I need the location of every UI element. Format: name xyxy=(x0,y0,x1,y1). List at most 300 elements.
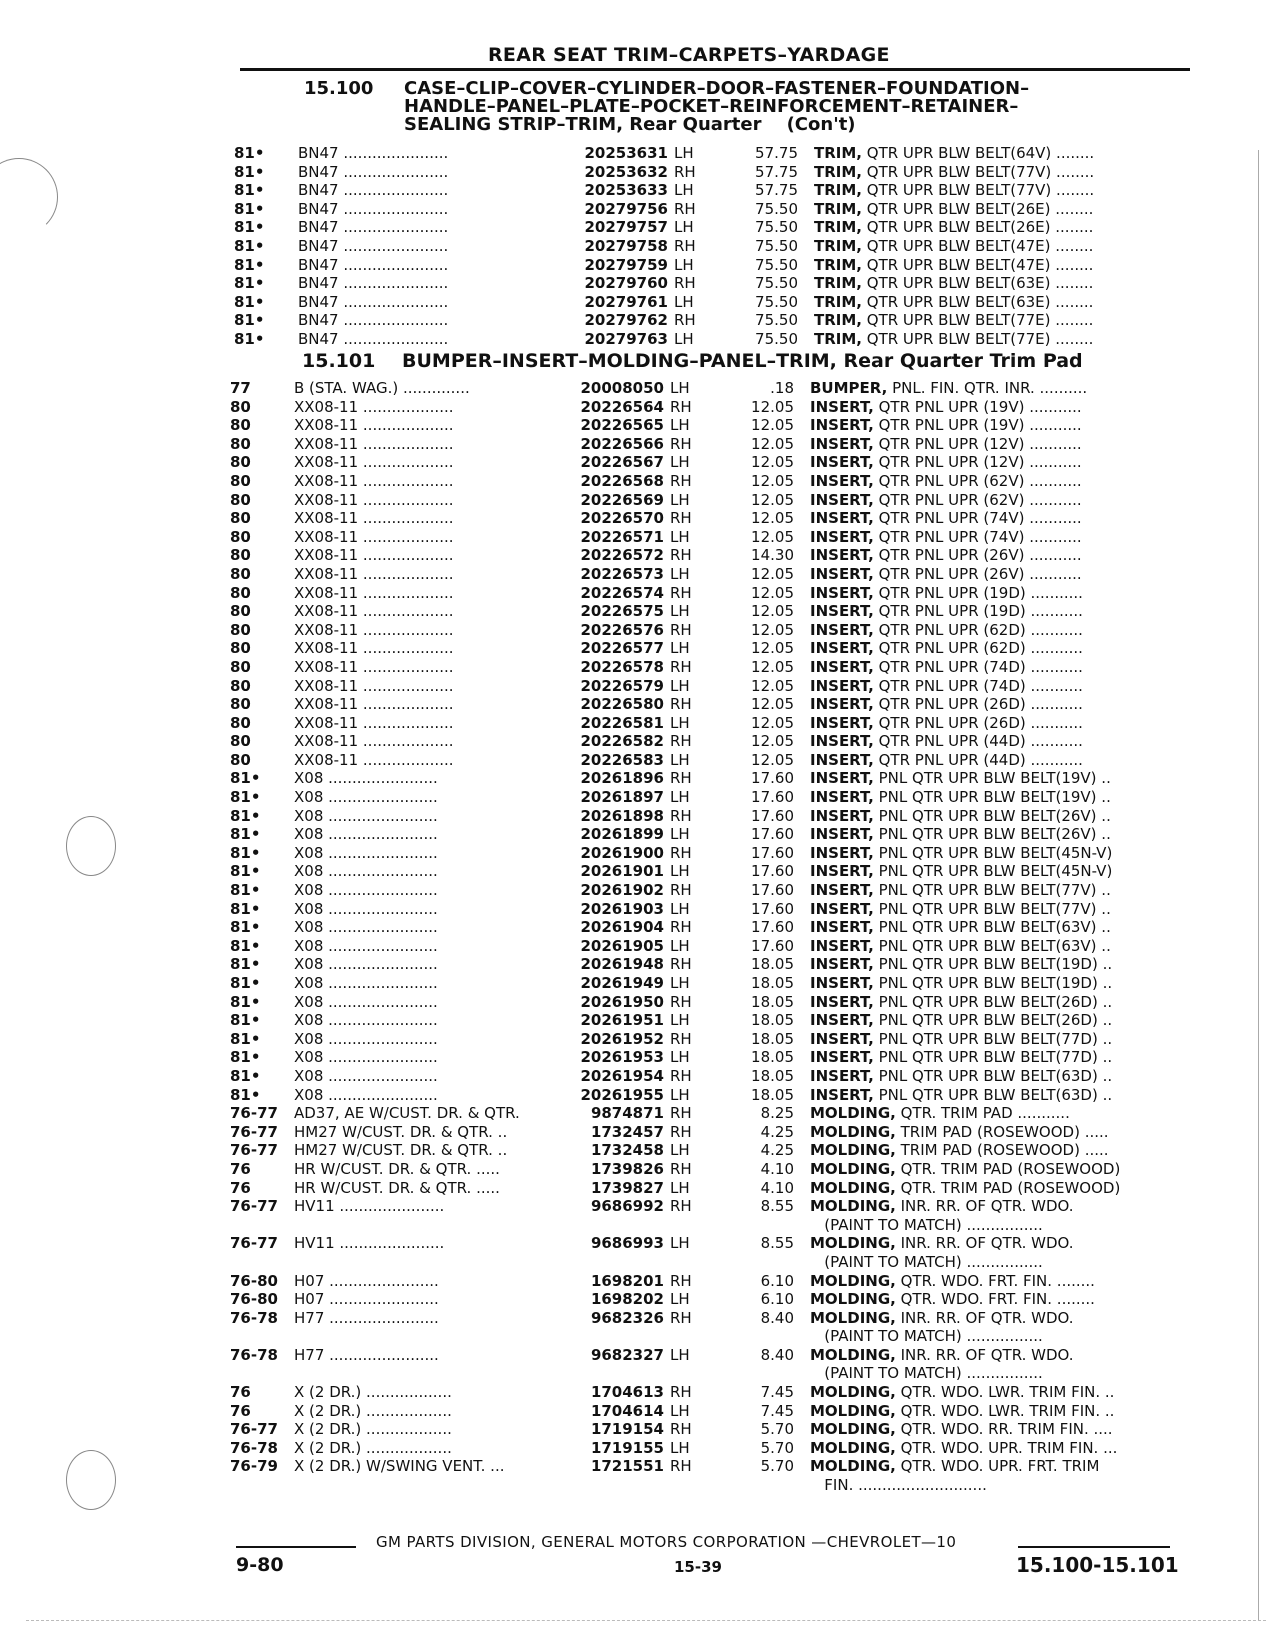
part-detail: PNL QTR UPR BLW BELT(26V) .. xyxy=(873,806,1111,825)
part-detail: QTR PNL UPR (26D) ........... xyxy=(873,695,1083,714)
model-code: BN47 ...................... xyxy=(298,311,449,330)
price: 17.60 xyxy=(751,936,794,955)
table-row xyxy=(230,695,1190,714)
side-code: LH xyxy=(670,1234,690,1253)
part-description xyxy=(810,677,1206,696)
part-detail: QTR UPR BLW BELT(26E) ........ xyxy=(862,218,1094,237)
part-name: MOLDING, xyxy=(810,1345,896,1364)
table-row xyxy=(234,181,1194,200)
part-detail: PNL QTR UPR BLW BELT(63V) .. xyxy=(873,936,1111,955)
price: 75.50 xyxy=(755,311,798,330)
side-code: LH xyxy=(670,1085,690,1104)
model-code: BN47 ...................... xyxy=(298,144,449,162)
page-title: REAR SEAT TRIM–CARPETS–YARDAGE xyxy=(488,44,890,66)
price: 57.75 xyxy=(755,181,798,200)
table-row xyxy=(230,584,1190,603)
part-detail: QTR PNL UPR (62V) ........... xyxy=(873,471,1082,490)
part-number: 20279762 xyxy=(570,311,668,330)
part-name: INSERT, xyxy=(810,695,874,714)
part-detail: PNL QTR UPR BLW BELT(77V) .. xyxy=(873,899,1111,918)
table-row xyxy=(234,256,1194,275)
table-row xyxy=(230,621,1190,640)
model-code: XX08-11 ................... xyxy=(294,453,454,472)
part-number: 20226569 xyxy=(566,491,664,510)
part-number: 20226572 xyxy=(566,546,664,565)
part-detail: PNL QTR UPR BLW BELT(19V) .. xyxy=(873,769,1111,788)
price: 17.60 xyxy=(751,862,794,881)
part-detail: PNL QTR UPR BLW BELT(26V) .. xyxy=(873,825,1111,844)
year-range: 81• xyxy=(230,1048,261,1067)
side-code: RH xyxy=(670,1159,692,1178)
price: 4.10 xyxy=(760,1178,794,1197)
part-name: TRIM, xyxy=(814,329,862,348)
part-detail: PNL QTR UPR BLW BELT(19D) .. xyxy=(873,974,1113,992)
year-range: 81• xyxy=(230,769,261,788)
year-range: 77 xyxy=(230,379,251,397)
part-name: INSERT, xyxy=(810,918,874,937)
year-range: 80 xyxy=(230,657,251,676)
table-row xyxy=(230,1141,1190,1160)
year-range: 81• xyxy=(234,162,265,181)
part-description xyxy=(810,1086,1206,1105)
model-code: HR W/CUST. DR. & QTR. ..... xyxy=(294,1178,500,1197)
section-title-line: CASE–CLIP–COVER–CYLINDER–DOOR–FASTENER–FOUNDATION– xyxy=(404,78,1030,99)
side-code: LH xyxy=(670,379,690,397)
part-number: 20226570 xyxy=(566,509,664,528)
year-range: 76-77 xyxy=(230,1420,278,1439)
model-code: HV11 ...................... xyxy=(294,1197,445,1216)
side-code: LH xyxy=(674,181,694,200)
part-name: INSERT, xyxy=(810,862,874,881)
year-range: 80 xyxy=(230,434,251,453)
year-range: 81• xyxy=(234,311,265,330)
table-row xyxy=(234,218,1194,237)
part-name: INSERT, xyxy=(810,639,874,658)
part-description xyxy=(810,435,1206,454)
part-number: 20226565 xyxy=(566,416,664,435)
price: 5.70 xyxy=(760,1438,794,1457)
part-number: 20226571 xyxy=(566,528,664,547)
side-code: LH xyxy=(670,527,690,546)
table-row xyxy=(234,330,1194,349)
price: 12.05 xyxy=(751,490,794,509)
part-description xyxy=(810,844,1206,863)
table-row xyxy=(230,546,1190,565)
part-description xyxy=(814,293,1210,312)
binder-hole xyxy=(0,158,58,236)
section-title: BUMPER–INSERT–MOLDING–PANEL–TRIM, Rear Quarter Trim Pad xyxy=(402,350,1083,372)
side-code: LH xyxy=(670,602,690,621)
part-description xyxy=(810,1030,1206,1049)
price: 18.05 xyxy=(751,1029,794,1048)
price: 12.05 xyxy=(751,732,794,751)
model-code: XX08-11 ................... xyxy=(294,527,454,546)
price: 8.40 xyxy=(760,1345,794,1364)
table-row xyxy=(230,1327,1190,1346)
side-code: RH xyxy=(670,1029,692,1048)
year-range: 80 xyxy=(230,583,251,602)
part-name: MOLDING, xyxy=(810,1104,896,1123)
price: 17.60 xyxy=(751,899,794,918)
model-code: H07 ....................... xyxy=(294,1290,439,1309)
part-detail: QTR PNL UPR (26D) ........... xyxy=(873,713,1083,732)
part-description xyxy=(810,1346,1206,1365)
part-number: 20261896 xyxy=(566,769,664,788)
model-code: BN47 ...................... xyxy=(298,274,449,293)
model-code: XX08-11 ................... xyxy=(294,602,454,621)
side-code: LH xyxy=(670,825,690,844)
table-row xyxy=(230,398,1190,417)
side-code: LH xyxy=(670,974,690,992)
year-range: 81• xyxy=(234,292,265,311)
year-range: 81• xyxy=(230,936,261,955)
side-code: RH xyxy=(674,162,696,181)
part-description xyxy=(810,398,1206,417)
part-name: INSERT, xyxy=(810,713,874,732)
part-number: 20253632 xyxy=(570,163,668,182)
table-row xyxy=(230,1253,1190,1272)
part-name: INSERT, xyxy=(810,434,874,453)
side-code: LH xyxy=(670,1011,690,1030)
side-code: LH xyxy=(670,899,690,918)
year-range: 76 xyxy=(230,1159,251,1178)
table-row xyxy=(230,1234,1190,1253)
part-description xyxy=(810,1048,1206,1067)
part-detail: QTR. WDO. FRT. FIN. ........ xyxy=(895,1290,1095,1309)
part-description xyxy=(810,955,1206,974)
model-code: X08 ....................... xyxy=(294,843,438,862)
table-row xyxy=(230,1048,1190,1067)
part-number: 20279759 xyxy=(570,256,668,275)
year-range: 76-80 xyxy=(230,1271,278,1290)
price: 75.50 xyxy=(755,218,798,237)
part-description xyxy=(810,1234,1206,1253)
model-code: X (2 DR.) W/SWING VENT. ... xyxy=(294,1457,505,1476)
part-number: 9874871 xyxy=(566,1104,664,1123)
part-detail: QTR PNL UPR (62D) ........... xyxy=(873,620,1083,639)
price: 75.50 xyxy=(755,255,798,274)
part-name: INSERT, xyxy=(810,881,874,900)
part-description xyxy=(814,200,1210,219)
part-number: 20226567 xyxy=(566,453,664,472)
title-rule xyxy=(240,68,1190,71)
price: 17.60 xyxy=(751,881,794,900)
table-row xyxy=(234,293,1194,312)
part-name: INSERT, xyxy=(810,620,874,639)
part-description xyxy=(810,825,1206,844)
side-code: LH xyxy=(670,1290,690,1309)
part-name: INSERT, xyxy=(810,1066,874,1085)
part-description xyxy=(810,1364,1206,1383)
part-number: 9686992 xyxy=(566,1197,664,1216)
part-description xyxy=(810,881,1206,900)
model-code: HM27 W/CUST. DR. & QTR. .. xyxy=(294,1141,508,1160)
part-description xyxy=(810,1179,1206,1198)
part-number: 1732457 xyxy=(566,1123,664,1142)
part-description xyxy=(810,1476,1206,1495)
year-range: 80 xyxy=(230,639,251,658)
part-name: INSERT, xyxy=(810,899,874,918)
table-row xyxy=(230,1364,1190,1383)
part-detail: QTR. WDO. FRT. FIN. ........ xyxy=(895,1271,1095,1290)
part-detail: QTR. WDO. UPR. FRT. TRIM xyxy=(895,1457,1100,1476)
part-detail: QTR UPR BLW BELT(63E) ........ xyxy=(862,292,1094,311)
model-code: XX08-11 ................... xyxy=(294,471,454,490)
part-detail: QTR UPR BLW BELT(47E) ........ xyxy=(862,255,1094,274)
price: 4.10 xyxy=(760,1159,794,1178)
table-row xyxy=(230,1290,1190,1309)
side-code: RH xyxy=(670,695,692,714)
section-title-line: SEALING STRIP–TRIM, Rear Quarter (Con't) xyxy=(404,114,856,135)
part-description xyxy=(810,528,1206,547)
model-code: XX08-11 ................... xyxy=(294,509,454,528)
part-name: INSERT, xyxy=(810,509,874,528)
continued-label: (Con't) xyxy=(786,114,856,135)
side-code: RH xyxy=(670,1122,692,1141)
price: 17.60 xyxy=(751,769,794,788)
table-row xyxy=(230,435,1190,454)
price: 18.05 xyxy=(751,955,794,974)
price: 75.50 xyxy=(755,274,798,293)
table-row xyxy=(230,751,1190,770)
year-range: 76-77 xyxy=(230,1141,278,1160)
table-row xyxy=(230,379,1190,398)
part-number: 20279761 xyxy=(570,293,668,312)
part-description xyxy=(814,330,1210,349)
part-detail: QTR. TRIM PAD ........... xyxy=(895,1104,1070,1123)
side-code: LH xyxy=(674,292,694,311)
part-number: 1732458 xyxy=(566,1141,664,1160)
part-name: INSERT, xyxy=(810,453,874,472)
table-row xyxy=(230,955,1190,974)
table-row xyxy=(230,900,1190,919)
part-name: INSERT, xyxy=(810,490,874,509)
table-row xyxy=(230,602,1190,621)
part-name: TRIM, xyxy=(814,199,862,218)
year-range: 76-77 xyxy=(230,1234,278,1253)
part-detail: TRIM PAD (ROSEWOOD) ..... xyxy=(895,1141,1109,1160)
model-code: XX08-11 ................... xyxy=(294,732,454,751)
year-range: 81• xyxy=(234,218,265,237)
part-number: 20226580 xyxy=(566,695,664,714)
year-range: 81• xyxy=(230,825,261,844)
part-detail: PNL QTR UPR BLW BELT(45N-V) xyxy=(873,862,1113,881)
section-15-101-heading xyxy=(302,352,1083,370)
part-number: 20226575 xyxy=(566,602,664,621)
year-range: 81• xyxy=(230,862,261,881)
part-description xyxy=(810,900,1206,919)
side-code: RH xyxy=(674,274,696,293)
part-detail: QTR PNL UPR (12V) ........... xyxy=(873,434,1082,453)
part-name: MOLDING, xyxy=(810,1271,896,1290)
price: 18.05 xyxy=(751,1048,794,1067)
model-code: H07 ....................... xyxy=(294,1271,439,1290)
price: 7.45 xyxy=(760,1401,794,1420)
footer-publisher: GM PARTS DIVISION, GENERAL MOTORS CORPORATION —CHEVROLET—10 xyxy=(376,1533,957,1551)
side-code: RH xyxy=(670,1308,692,1327)
part-number: 20261949 xyxy=(566,974,664,993)
part-name: TRIM, xyxy=(814,274,862,293)
part-number: 20226574 xyxy=(566,584,664,603)
part-detail: PNL QTR UPR BLW BELT(19D) .. xyxy=(873,955,1113,974)
part-number: 20279756 xyxy=(570,200,668,219)
part-name: INSERT, xyxy=(810,397,874,416)
table-row xyxy=(234,144,1194,163)
part-detail: INR. RR. OF QTR. WDO. xyxy=(895,1345,1074,1364)
part-description xyxy=(810,1216,1206,1235)
price: 12.05 xyxy=(751,527,794,546)
part-number: 20261897 xyxy=(566,788,664,807)
part-detail: QTR UPR BLW BELT(77E) ........ xyxy=(862,329,1094,348)
table-row xyxy=(234,274,1194,293)
section-number: 15.100 xyxy=(304,78,374,99)
part-number: 20226568 xyxy=(566,472,664,491)
part-detail: QTR PNL UPR (74D) ........... xyxy=(873,676,1083,695)
side-code: LH xyxy=(670,1401,690,1420)
part-number: 20008050 xyxy=(566,379,664,398)
year-range: 80 xyxy=(230,527,251,546)
side-code: LH xyxy=(670,713,690,732)
table-row xyxy=(230,472,1190,491)
model-code: XX08-11 ................... xyxy=(294,676,454,695)
model-code: X08 ....................... xyxy=(294,918,438,937)
part-number: 20261899 xyxy=(566,825,664,844)
model-code: X (2 DR.) .................. xyxy=(294,1383,452,1402)
price: 57.75 xyxy=(755,144,798,162)
part-detail: PNL QTR UPR BLW BELT(63V) .. xyxy=(873,918,1111,937)
part-description xyxy=(814,163,1210,182)
table-row xyxy=(230,1402,1190,1421)
side-code: RH xyxy=(670,732,692,751)
section-15-100-table xyxy=(234,144,1194,349)
model-code: X08 ....................... xyxy=(294,1048,438,1067)
side-code: RH xyxy=(670,546,692,565)
part-detail: QTR PNL UPR (74V) ........... xyxy=(873,527,1082,546)
year-range: 80 xyxy=(230,546,251,565)
year-range: 80 xyxy=(230,397,251,416)
table-row xyxy=(230,1104,1190,1123)
part-number: 20261901 xyxy=(566,862,664,881)
section-15-100-heading xyxy=(304,80,1029,134)
model-code: X08 ....................... xyxy=(294,936,438,955)
table-row xyxy=(230,769,1190,788)
part-detail: PNL QTR UPR BLW BELT(19V) .. xyxy=(873,788,1111,807)
part-name: MOLDING, xyxy=(810,1401,896,1420)
part-name: MOLDING, xyxy=(810,1141,896,1160)
part-number: 20226583 xyxy=(566,751,664,770)
part-description xyxy=(810,1141,1206,1160)
year-range: 80 xyxy=(230,453,251,472)
part-name: INSERT, xyxy=(810,1085,874,1104)
price: 18.05 xyxy=(751,1011,794,1030)
model-code: XX08-11 ................... xyxy=(294,583,454,602)
part-description xyxy=(814,311,1210,330)
table-row xyxy=(230,509,1190,528)
part-description xyxy=(810,1309,1206,1328)
section-15-101-table xyxy=(230,379,1190,1495)
year-range: 76-77 xyxy=(230,1104,278,1123)
model-code: HV11 ...................... xyxy=(294,1234,445,1253)
part-name: MOLDING, xyxy=(810,1178,896,1197)
model-code: B (STA. WAG.) .............. xyxy=(294,379,470,397)
model-code: X (2 DR.) .................. xyxy=(294,1438,452,1457)
year-range: 80 xyxy=(230,695,251,714)
part-description xyxy=(810,1197,1206,1216)
part-number: 20261905 xyxy=(566,937,664,956)
part-name: INSERT, xyxy=(810,471,874,490)
year-range: 76-77 xyxy=(230,1197,278,1216)
year-range: 81• xyxy=(230,843,261,862)
part-number: 1719154 xyxy=(566,1420,664,1439)
model-code: XX08-11 ................... xyxy=(294,713,454,732)
table-row xyxy=(234,163,1194,182)
model-code: XX08-11 ................... xyxy=(294,397,454,416)
part-name: TRIM, xyxy=(814,162,862,181)
side-code: LH xyxy=(670,788,690,807)
price: 12.05 xyxy=(751,397,794,416)
part-description xyxy=(814,218,1210,237)
part-detail: QTR. TRIM PAD (ROSEWOOD) xyxy=(895,1159,1121,1178)
table-row xyxy=(230,937,1190,956)
part-name: INSERT, xyxy=(810,657,874,676)
table-row xyxy=(234,237,1194,256)
model-code: BN47 ...................... xyxy=(298,162,449,181)
part-description xyxy=(810,714,1206,733)
side-code: LH xyxy=(670,639,690,658)
price: 75.50 xyxy=(755,236,798,255)
model-code: X (2 DR.) .................. xyxy=(294,1401,452,1420)
part-detail: QTR PNL UPR (62D) ........... xyxy=(873,639,1083,658)
year-range: 80 xyxy=(230,490,251,509)
model-code: X08 ....................... xyxy=(294,899,438,918)
part-detail: QTR UPR BLW BELT(77E) ........ xyxy=(862,311,1094,330)
table-row xyxy=(230,565,1190,584)
part-description xyxy=(810,807,1206,826)
part-number: 20261948 xyxy=(566,955,664,974)
part-number: 20253631 xyxy=(570,144,668,163)
price: 12.05 xyxy=(751,657,794,676)
part-name: MOLDING, xyxy=(810,1420,896,1439)
part-detail: PNL QTR UPR BLW BELT(63D) .. xyxy=(873,1066,1113,1085)
part-name: INSERT, xyxy=(810,825,874,844)
part-number: 20279763 xyxy=(570,330,668,349)
part-number: 1721551 xyxy=(566,1457,664,1476)
side-code: RH xyxy=(674,311,696,330)
part-detail: INR. RR. OF QTR. WDO. xyxy=(895,1234,1074,1253)
part-detail: QTR. WDO. LWR. TRIM FIN. .. xyxy=(895,1383,1115,1402)
price: 8.55 xyxy=(760,1197,794,1216)
year-range: 80 xyxy=(230,676,251,695)
part-number: 20226578 xyxy=(566,658,664,677)
part-description xyxy=(814,181,1210,200)
part-description xyxy=(814,144,1210,163)
side-code: LH xyxy=(674,218,694,237)
model-code: XX08-11 ................... xyxy=(294,564,454,583)
year-range: 81• xyxy=(230,1066,261,1085)
table-row xyxy=(230,491,1190,510)
part-description xyxy=(810,732,1206,751)
table-row xyxy=(230,1346,1190,1365)
part-description xyxy=(810,416,1206,435)
part-number: 20226573 xyxy=(566,565,664,584)
part-description xyxy=(814,237,1210,256)
part-description xyxy=(810,1272,1206,1291)
side-code: LH xyxy=(674,144,694,162)
table-row xyxy=(230,714,1190,733)
part-detail: (PAINT TO MATCH) ................ xyxy=(810,1327,1043,1346)
part-name: INSERT, xyxy=(810,1011,874,1030)
model-code: X08 ....................... xyxy=(294,1011,438,1030)
